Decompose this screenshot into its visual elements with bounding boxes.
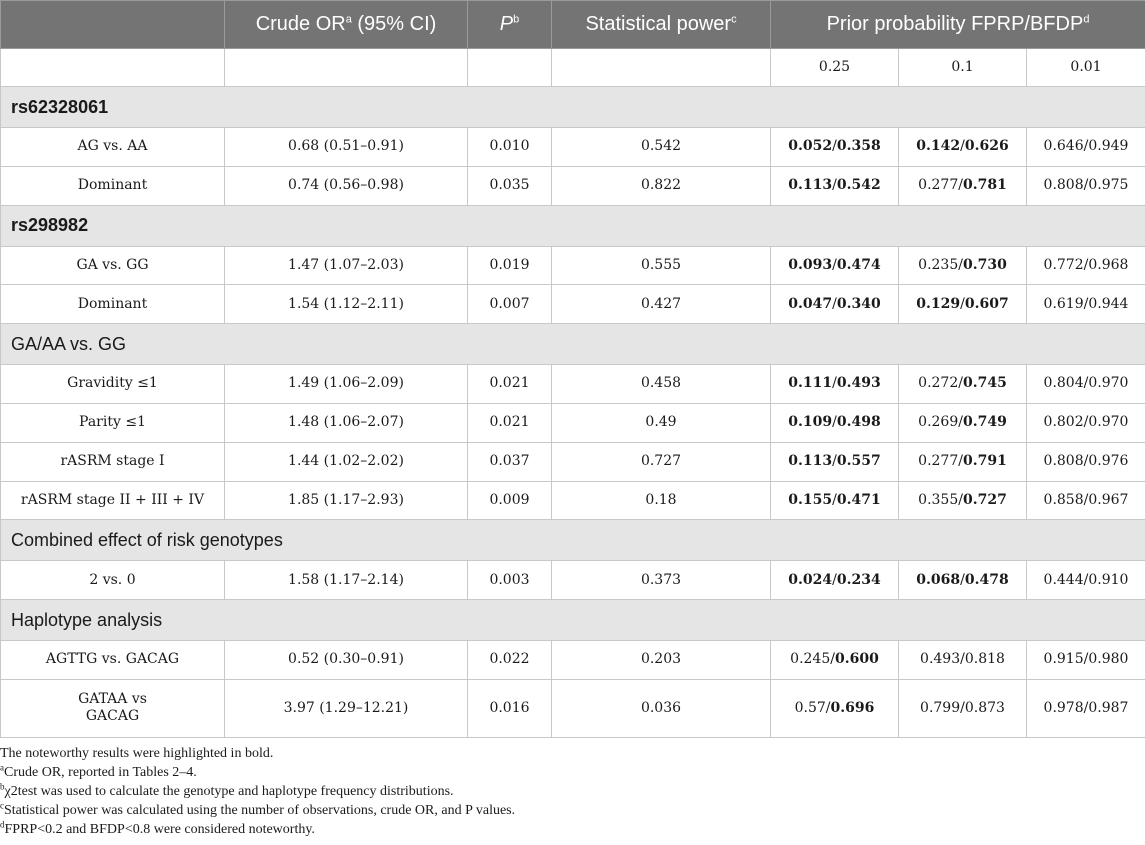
row-label: rASRM stage I	[1, 442, 225, 481]
sub-blank	[1, 49, 225, 87]
row-label: Parity ≤1	[1, 403, 225, 442]
separator: /	[1083, 571, 1089, 588]
separator: /	[958, 414, 963, 431]
fprp-bfdp-cell-p25	[771, 285, 899, 324]
crude-or-cell: 1.49 (1.06–2.09)	[225, 365, 468, 404]
separator: /	[960, 651, 965, 668]
prior-0-1: 0.1	[899, 49, 1027, 87]
section-title: rs298982	[1, 205, 1145, 246]
fprp-bfdp-cell-p25	[771, 679, 899, 737]
section-title: Combined effect of risk genotypes	[1, 520, 1145, 561]
section-title: Haplotype analysis	[1, 600, 1145, 641]
fprp-bfdp-cell-p25	[771, 641, 899, 680]
fprp-bfdp-cell-p10	[899, 166, 1027, 205]
bfdp-value: 0.791	[962, 452, 1007, 469]
bfdp-value: 0.234	[836, 571, 881, 588]
fprp-bfdp-cell-p10	[899, 365, 1027, 404]
separator: /	[825, 699, 831, 716]
prior-0-25: 0.25	[771, 49, 899, 87]
crude-or-cell: 1.47 (1.07–2.03)	[225, 246, 468, 285]
separator: /	[832, 452, 837, 469]
fprp-value: 0.142	[916, 138, 961, 155]
fprp-value: 0.272	[918, 375, 959, 392]
table-row	[1, 365, 1145, 404]
p-value-cell: 0.037	[468, 442, 552, 481]
header-p: $P^b$	[468, 1, 552, 49]
fprp-bfdp-cell-p10	[899, 481, 1027, 520]
footnote	[0, 763, 1145, 782]
p-value-cell: 0.021	[468, 365, 552, 404]
separator: /	[1083, 651, 1089, 668]
crude-or-cell: 1.58 (1.17–2.14)	[225, 561, 468, 600]
footnote-marker: c	[0, 800, 4, 811]
separator: /	[1083, 414, 1089, 431]
fprp-value: 0.808	[1043, 176, 1084, 193]
p-value-cell: 0.022	[468, 641, 552, 680]
bfdp-value: 0.745	[962, 375, 1007, 392]
footnote	[0, 820, 1145, 839]
fprp-value: 0.109	[788, 414, 833, 431]
fprp-value: 0.619	[1043, 295, 1084, 312]
table-row	[1, 246, 1145, 285]
separator: /	[830, 651, 835, 668]
separator: /	[1083, 295, 1089, 312]
footnote-text: The noteworthy results were highlighted in bold.	[0, 746, 274, 761]
power-cell: 0.822	[552, 166, 771, 205]
separator: /	[1083, 699, 1089, 716]
fprp-bfdp-cell-p01	[1027, 561, 1145, 600]
bfdp-value: 0.987	[1088, 699, 1129, 716]
table-row	[1, 641, 1145, 680]
bfdp-value: 0.970	[1088, 375, 1129, 392]
crude-or-cell: 1.85 (1.17–2.93)	[225, 481, 468, 520]
row-label: 2 vs. 0	[1, 561, 225, 600]
fprp-value: 0.155	[788, 491, 833, 508]
separator: /	[832, 138, 837, 155]
crude-or-cell: 3.97 (1.29–12.21)	[225, 679, 468, 737]
bfdp-value: 0.600	[834, 651, 879, 668]
bfdp-value: 0.493	[836, 375, 881, 392]
crude-or-cell: 0.68 (0.51–0.91)	[225, 128, 468, 167]
power-cell: 0.203	[552, 641, 771, 680]
power-cell: 0.373	[552, 561, 771, 600]
fprp-value: 0.111	[788, 375, 833, 392]
separator: /	[832, 295, 837, 312]
bfdp-value: 0.607	[964, 295, 1009, 312]
bfdp-value: 0.910	[1088, 571, 1129, 588]
power-cell: 0.555	[552, 246, 771, 285]
bfdp-value: 0.557	[836, 452, 881, 469]
separator: /	[832, 256, 837, 273]
crude-or-cell: 1.54 (1.12–2.11)	[225, 285, 468, 324]
fprp-value: 0.355	[918, 491, 959, 508]
fprp-value: 0.068	[916, 571, 961, 588]
fprp-bfdp-cell-p25	[771, 442, 899, 481]
fprp-bfdp-cell-p10	[899, 128, 1027, 167]
fprp-value: 0.245	[790, 651, 831, 668]
p-value-cell: 0.007	[468, 285, 552, 324]
fprp-bfdp-cell-p01	[1027, 128, 1145, 167]
fprp-value: 0.858	[1043, 491, 1084, 508]
separator: /	[832, 414, 837, 431]
fprp-value: 0.915	[1043, 651, 1084, 668]
separator: /	[958, 176, 963, 193]
row-label: GA vs. GG	[1, 246, 225, 285]
fprp-bfdp-cell-p25	[771, 166, 899, 205]
separator: /	[958, 256, 963, 273]
separator: /	[958, 452, 963, 469]
footnotes	[0, 744, 1145, 839]
crude-or-cell: 1.48 (1.06–2.07)	[225, 403, 468, 442]
power-cell: 0.49	[552, 403, 771, 442]
fprp-value: 0.277	[918, 176, 959, 193]
footnote	[0, 782, 1145, 801]
footnote-marker: b	[0, 781, 5, 792]
section-title: GA/AA vs. GG	[1, 324, 1145, 365]
separator: /	[1083, 138, 1089, 155]
bfdp-value: 0.478	[964, 571, 1009, 588]
power-cell: 0.036	[552, 679, 771, 737]
table-row	[1, 679, 1145, 737]
section-row	[1, 324, 1145, 365]
header-prior-probability: Prior probability FPRP/BFDP$^d$	[771, 1, 1145, 49]
separator: /	[832, 571, 837, 588]
power-cell: 0.458	[552, 365, 771, 404]
separator: /	[960, 295, 965, 312]
bfdp-value: 0.967	[1088, 491, 1129, 508]
fprp-value: 0.978	[1043, 699, 1084, 716]
p-value-cell: 0.009	[468, 481, 552, 520]
bfdp-value: 0.781	[962, 176, 1007, 193]
fprp-value: 0.802	[1043, 414, 1084, 431]
fprp-value: 0.646	[1043, 138, 1084, 155]
fprp-value: 0.052	[788, 138, 833, 155]
p-value-cell: 0.016	[468, 679, 552, 737]
bfdp-value: 0.542	[836, 176, 881, 193]
fprp-value: 0.772	[1043, 256, 1084, 273]
fprp-bfdp-cell-p01	[1027, 246, 1145, 285]
footnote-text: Crude OR, reported in Tables 2–4.	[4, 765, 197, 780]
fprp-bfdp-cell-p01	[1027, 285, 1145, 324]
bfdp-value: 0.818	[964, 651, 1005, 668]
fprp-bfdp-cell-p01	[1027, 481, 1145, 520]
row-label: rASRM stage II + III + IV	[1, 481, 225, 520]
bfdp-value: 0.696	[830, 699, 875, 716]
separator: /	[958, 375, 963, 392]
section-row	[1, 87, 1145, 128]
bfdp-value: 0.358	[836, 138, 881, 155]
separator: /	[960, 699, 965, 716]
footnote-text: Statistical power was calculated using the number of observations, crude OR, and P values.	[4, 803, 516, 818]
footnote-marker: d	[0, 819, 5, 830]
fprp-bfdp-cell-p10	[899, 246, 1027, 285]
fprp-bfdp-cell-p25	[771, 128, 899, 167]
bfdp-value: 0.976	[1088, 452, 1129, 469]
header-crude-or: Crude $OR^a$ (95% CI)	[225, 1, 468, 49]
fprp-value: 0.235	[918, 256, 959, 273]
section-title: rs62328061	[1, 87, 1145, 128]
separator: /	[960, 138, 965, 155]
fprp-bfdp-cell-p01	[1027, 679, 1145, 737]
power-cell: 0.542	[552, 128, 771, 167]
bfdp-value: 0.980	[1088, 651, 1129, 668]
bfdp-value: 0.749	[962, 414, 1007, 431]
fprp-value: 0.024	[788, 571, 833, 588]
fprp-value: 0.804	[1043, 375, 1084, 392]
p-value-cell: 0.035	[468, 166, 552, 205]
header-row	[1, 1, 1145, 49]
row-label: Gravidity ≤1	[1, 365, 225, 404]
table-row	[1, 403, 1145, 442]
footnote-text: χ2test was used to calculate the genotype and haplotype frequency distributions.	[4, 784, 454, 799]
fprp-bfdp-cell-p01	[1027, 442, 1145, 481]
fprp-bfdp-cell-p25	[771, 561, 899, 600]
table-body	[1, 87, 1145, 738]
separator: /	[1083, 176, 1089, 193]
footnote	[0, 744, 1145, 763]
section-row	[1, 520, 1145, 561]
crude-or-cell: 1.44 (1.02–2.02)	[225, 442, 468, 481]
row-label: Dominant	[1, 166, 225, 205]
separator: /	[832, 375, 837, 392]
separator: /	[958, 491, 963, 508]
fprp-bfdp-cell-p25	[771, 246, 899, 285]
separator: /	[1083, 491, 1089, 508]
p-value-cell: 0.003	[468, 561, 552, 600]
power-cell: 0.727	[552, 442, 771, 481]
separator: /	[960, 571, 965, 588]
bfdp-value: 0.949	[1088, 138, 1129, 155]
fprp-bfdp-cell-p01	[1027, 403, 1145, 442]
header-statistical-power: Statistical power$^c$	[552, 1, 771, 49]
fprp-bfdp-cell-p10	[899, 641, 1027, 680]
fprp-bfdp-cell-p10	[899, 561, 1027, 600]
footnote-text: FPRP<0.2 and BFDP<0.8 were considered noteworthy.	[4, 822, 315, 837]
p-value-cell: 0.021	[468, 403, 552, 442]
fprp-bfdp-cell-p25	[771, 365, 899, 404]
table-row	[1, 561, 1145, 600]
bfdp-value: 0.975	[1088, 176, 1129, 193]
fprp-bfdp-cell-p01	[1027, 166, 1145, 205]
prior-values-row	[1, 49, 1145, 87]
footnote	[0, 801, 1145, 820]
bfdp-value: 0.340	[836, 295, 881, 312]
table-row	[1, 442, 1145, 481]
table-row	[1, 285, 1145, 324]
fprp-value: 0.808	[1043, 452, 1084, 469]
bfdp-value: 0.474	[836, 256, 881, 273]
bfdp-value: 0.970	[1088, 414, 1129, 431]
separator: /	[1083, 375, 1089, 392]
power-cell: 0.427	[552, 285, 771, 324]
fprp-bfdp-cell-p01	[1027, 365, 1145, 404]
table-row	[1, 481, 1145, 520]
separator: /	[1083, 256, 1089, 273]
sub-blank	[468, 49, 552, 87]
power-cell: 0.18	[552, 481, 771, 520]
footnote-marker: a	[0, 762, 4, 773]
bfdp-value: 0.498	[836, 414, 881, 431]
fprp-value: 0.129	[916, 295, 961, 312]
bfdp-value: 0.471	[836, 491, 881, 508]
separator: /	[1083, 452, 1089, 469]
p-value-cell: 0.010	[468, 128, 552, 167]
row-label: GATAA vs GACAG	[1, 679, 225, 737]
crude-or-cell: 0.74 (0.56–0.98)	[225, 166, 468, 205]
bfdp-value: 0.727	[962, 491, 1007, 508]
crude-or-cell: 0.52 (0.30–0.91)	[225, 641, 468, 680]
fprp-value: 0.113	[788, 452, 833, 469]
row-label: AG vs. AA	[1, 128, 225, 167]
row-label: AGTTG vs. GACAG	[1, 641, 225, 680]
bfdp-value: 0.944	[1088, 295, 1129, 312]
fprp-value: 0.269	[918, 414, 959, 431]
separator: /	[832, 491, 837, 508]
fprp-value: 0.277	[918, 452, 959, 469]
bfdp-value: 0.968	[1088, 256, 1129, 273]
header-blank	[1, 1, 225, 49]
fprp-bfdp-cell-p10	[899, 442, 1027, 481]
fprp-bfdp-cell-p25	[771, 403, 899, 442]
fprp-value: 0.57	[794, 699, 826, 716]
fprp-bfdp-cell-p10	[899, 285, 1027, 324]
row-label: Dominant	[1, 285, 225, 324]
fprp-bfdp-cell-p10	[899, 403, 1027, 442]
sub-blank	[225, 49, 468, 87]
fprp-bfdp-cell-p25	[771, 481, 899, 520]
bfdp-value: 0.730	[962, 256, 1007, 273]
bfdp-value: 0.873	[964, 699, 1005, 716]
p-value-cell: 0.019	[468, 246, 552, 285]
fprp-value: 0.799	[920, 699, 961, 716]
fprp-value: 0.444	[1043, 571, 1084, 588]
fprp-value: 0.093	[788, 256, 833, 273]
fprp-value: 0.047	[788, 295, 833, 312]
fprp-bfdp-cell-p01	[1027, 641, 1145, 680]
section-row	[1, 205, 1145, 246]
fprp-value: 0.113	[788, 176, 833, 193]
bfdp-value: 0.626	[964, 138, 1009, 155]
section-row	[1, 600, 1145, 641]
sub-blank	[552, 49, 771, 87]
fprp-value: 0.493	[920, 651, 961, 668]
table-row	[1, 128, 1145, 167]
fprp-bfdp-cell-p10	[899, 679, 1027, 737]
prior-0-01: 0.01	[1027, 49, 1145, 87]
table-row	[1, 166, 1145, 205]
separator: /	[832, 176, 837, 193]
